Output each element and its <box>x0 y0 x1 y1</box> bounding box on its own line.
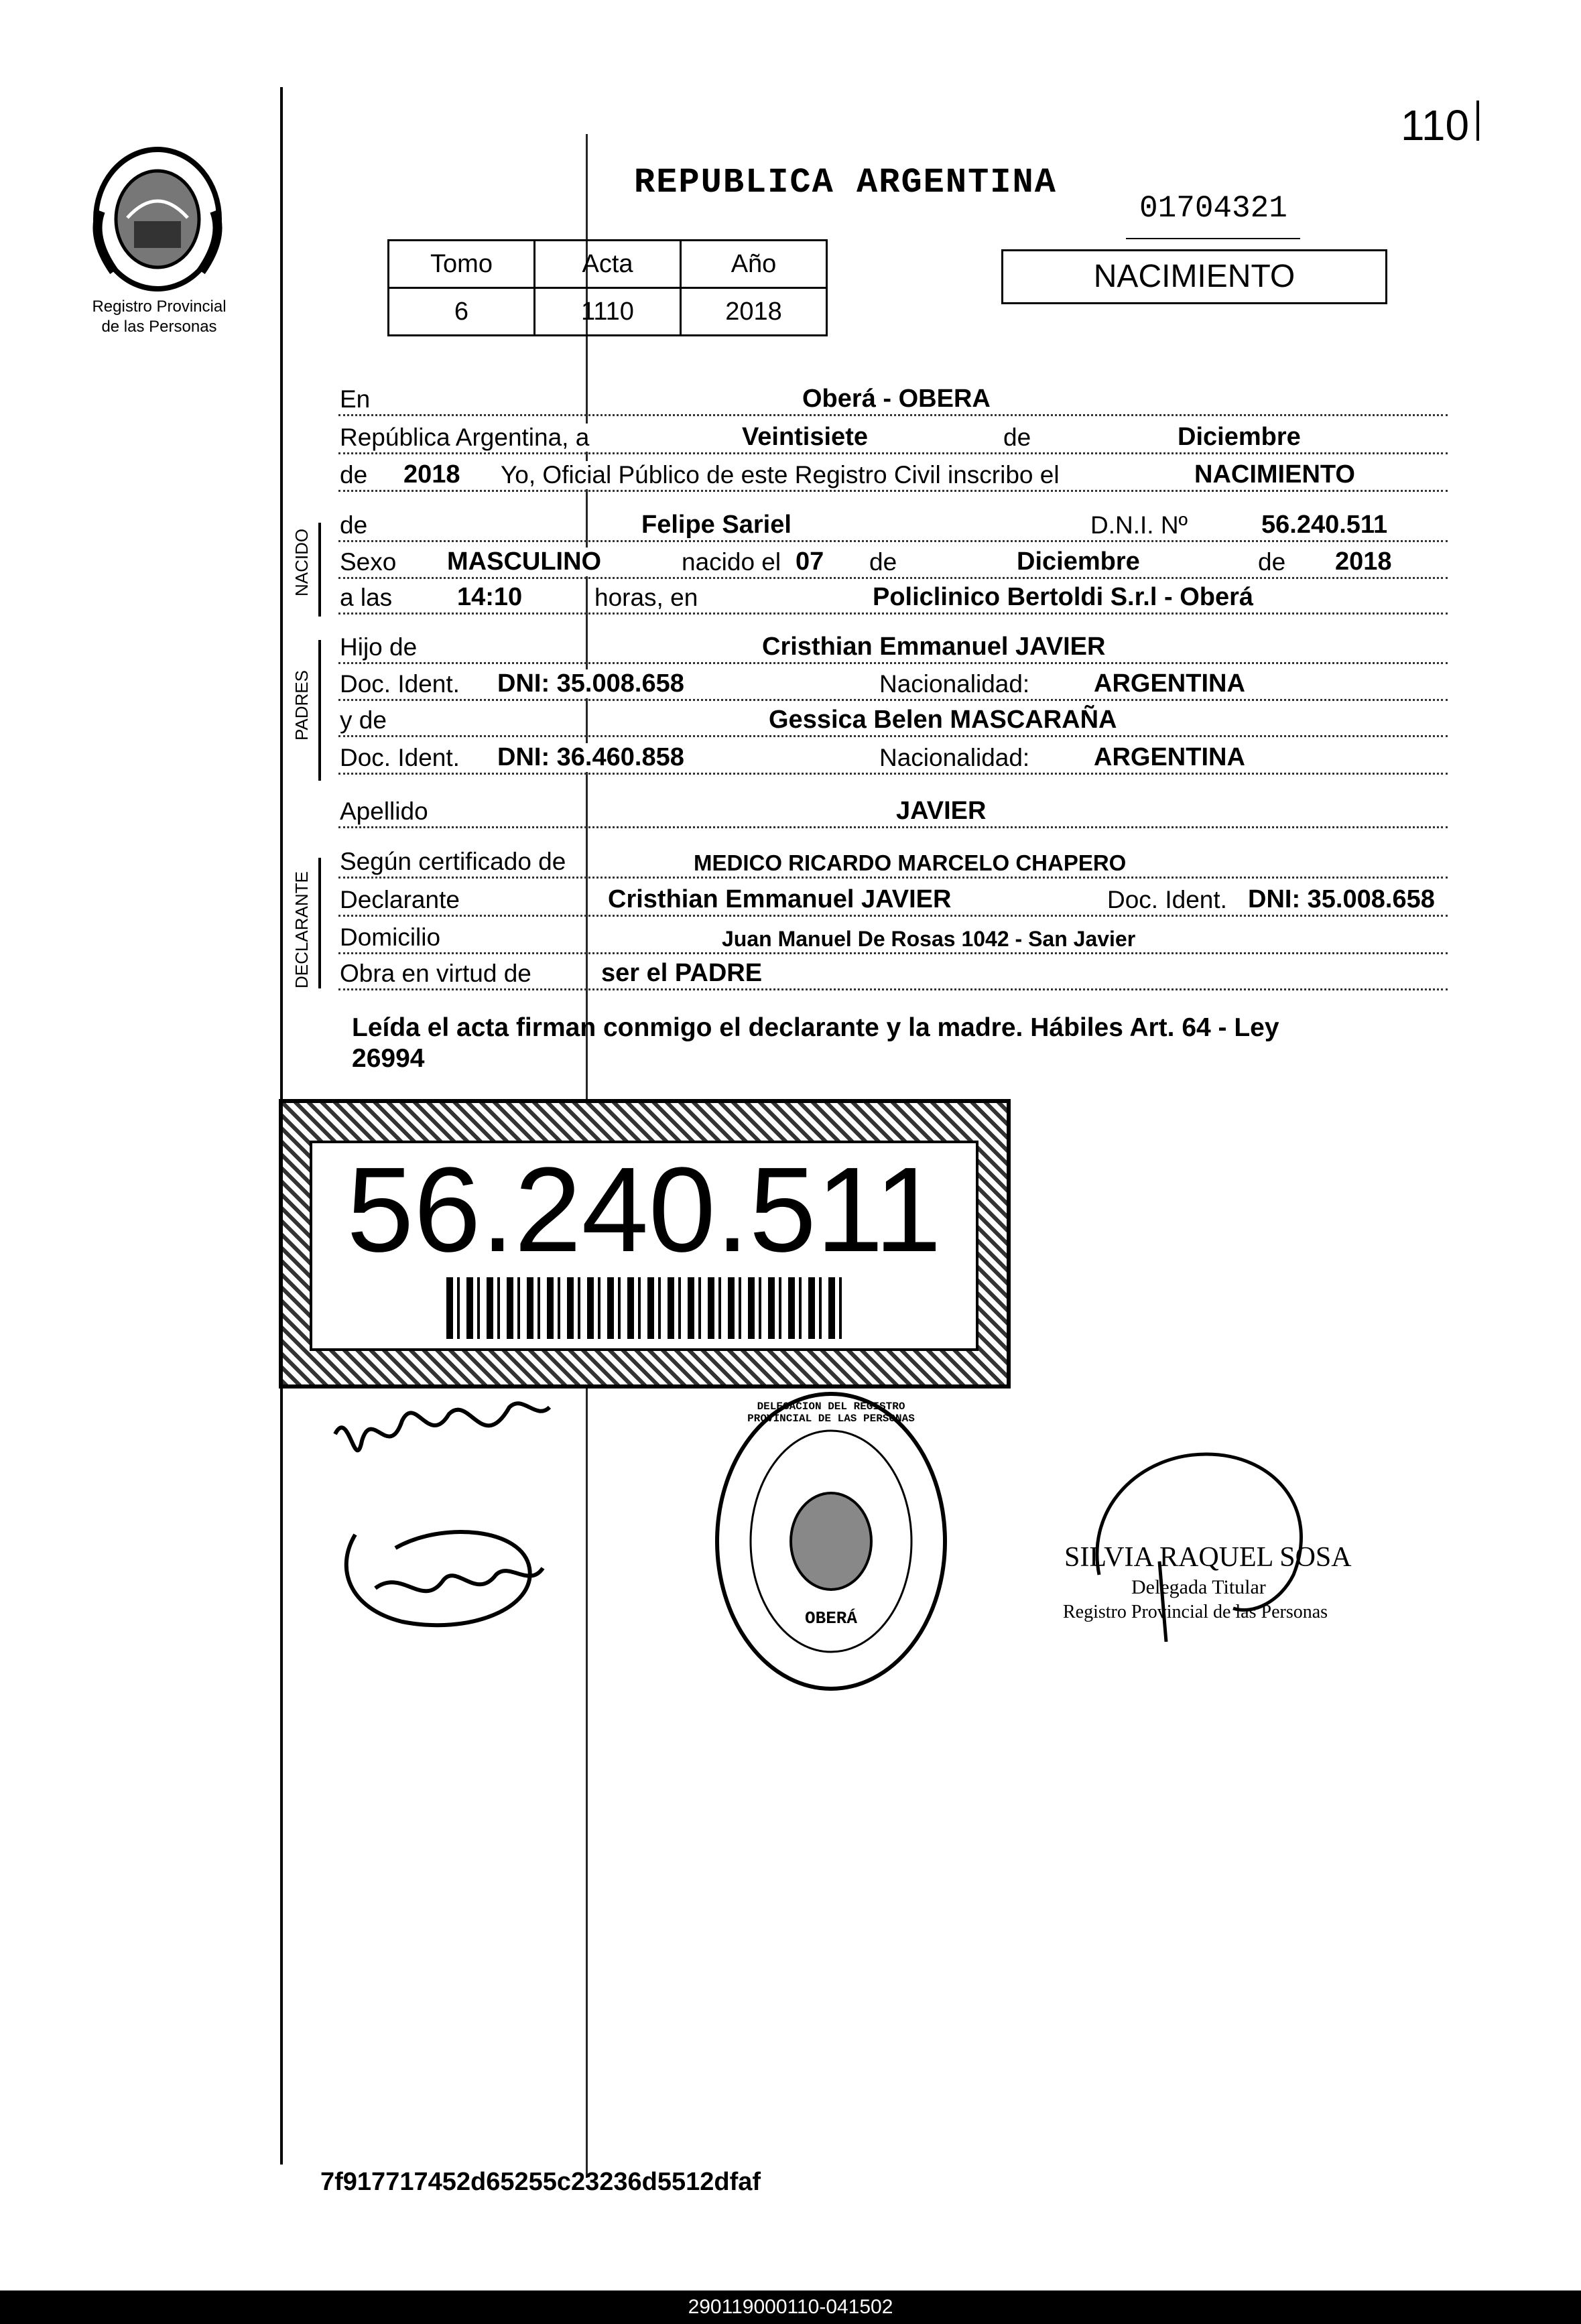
record-place-row <box>338 385 1448 420</box>
father-nat-label: Nacionalidad: <box>879 670 1030 698</box>
barcode-number: 56.240.511 <box>346 1143 942 1277</box>
ano-header: Año <box>681 241 827 288</box>
act-value: NACIMIENTO <box>1194 460 1355 489</box>
page-number: 110 <box>1401 101 1470 149</box>
a-las-label: a las <box>340 584 393 611</box>
record-year-row <box>338 461 1448 496</box>
declarante-section-label: DECLARANTE <box>292 871 312 988</box>
stamp-city: OBERÁ <box>804 1608 857 1628</box>
father-doc-label: Doc. Ident. <box>340 670 460 698</box>
nacido-section-label: NACIDO <box>292 528 312 596</box>
declarante-doc-label: Doc. Ident. <box>1107 886 1227 913</box>
mother-nat-label: Nacionalidad: <box>879 744 1030 771</box>
y-de-label: y de <box>340 706 387 734</box>
padres-section-label: PADRES <box>292 670 312 740</box>
father-nationality: ARGENTINA <box>1094 669 1245 698</box>
de-year-label: de <box>340 461 368 489</box>
serial-number: 01704321 <box>1139 191 1287 226</box>
mother-doc-label: Doc. Ident. <box>340 744 460 771</box>
nacido-sex-row <box>338 548 1448 583</box>
declarante-doc: DNI: 35.008.658 <box>1248 885 1435 913</box>
mother-nationality: ARGENTINA <box>1094 743 1245 771</box>
closing-line-2: 26994 <box>352 1044 425 1073</box>
de-label: de <box>1003 424 1031 451</box>
cert-label: Según certificado de <box>340 848 566 875</box>
de-label-3: de <box>1258 548 1286 576</box>
closing-line-1: Leída el acta firman conmigo el declarante y la madre. Hábiles Art. 64 - Ley <box>352 1013 1279 1042</box>
birth-month: Diciembre <box>1017 547 1140 576</box>
virtud-value: ser el PADRE <box>601 959 763 987</box>
apellido-row <box>338 797 1448 832</box>
ano-value: 2018 <box>681 288 827 336</box>
footer-code: 290119000110-041502 <box>688 2296 893 2318</box>
de-label-2: de <box>869 548 897 576</box>
father-name: Cristhian Emmanuel JAVIER <box>762 633 1106 661</box>
horas-label: horas, en <box>594 584 698 611</box>
en-label: En <box>340 385 371 413</box>
sexo-value: MASCULINO <box>447 547 602 576</box>
country-title: REPUBLICA ARGENTINA <box>634 163 1057 202</box>
dni-label: D.N.I. Nº <box>1090 511 1188 539</box>
serial-underline <box>1126 238 1300 239</box>
cert-value: MEDICO RICARDO MARCELO CHAPERO <box>694 850 1127 875</box>
day-value: Veintisiete <box>742 423 868 451</box>
country-label: República Argentina, a <box>340 424 590 451</box>
registry-caption-line-2: de las Personas <box>101 318 217 336</box>
official-org: Registro Provincial de las Personas <box>1063 1602 1328 1622</box>
official-name: SILVIA RAQUEL SOSA <box>1064 1542 1352 1573</box>
domicilio-label: Domicilio <box>340 923 441 951</box>
domicilio-value: Juan Manuel De Rosas 1042 - San Javier <box>722 927 1136 951</box>
birth-place: Policlinico Bertoldi S.r.l - Oberá <box>873 583 1254 611</box>
mother-name: Gessica Belen MASCARAÑA <box>769 706 1117 734</box>
year-value: 2018 <box>403 460 460 489</box>
act-type-box: NACIMIENTO <box>1001 249 1387 304</box>
declarant-signature <box>308 1367 590 1649</box>
tomo-value: 6 <box>389 288 535 336</box>
dni-barcode-card <box>279 1099 1011 1389</box>
right-margin-line <box>1476 101 1479 141</box>
virtud-label: Obra en virtud de <box>340 960 531 987</box>
father-doc: DNI: 35.008.658 <box>497 669 684 698</box>
official-text: Yo, Oficial Público de este Registro Civil inscribo el <box>501 461 1060 489</box>
domicilio-row <box>338 923 1448 958</box>
barcode-inner-panel <box>310 1141 978 1351</box>
nacido-bracket <box>318 523 321 617</box>
cert-row <box>338 848 1448 883</box>
nacido-de-label: de <box>340 511 368 539</box>
apellido-label: Apellido <box>340 797 428 825</box>
province-seal-logo <box>87 144 228 295</box>
child-dni: 56.240.511 <box>1261 511 1388 539</box>
barcode-bars <box>446 1277 842 1339</box>
stamp-ring-text: DELEGACION DEL REGISTRO PROVINCIAL DE LAS PERSONAS <box>747 1401 915 1425</box>
place-value: Oberá - OBERA <box>802 385 991 413</box>
document-hash: 7f917717452d65255c23236d5512dfaf <box>320 2168 761 2196</box>
declarante-label: Declarante <box>340 886 460 913</box>
father-row <box>338 633 1448 668</box>
birth-year: 2018 <box>1335 547 1392 576</box>
mother-doc-row <box>338 744 1448 779</box>
acta-value: 1110 <box>535 288 681 336</box>
nacido-name-row <box>338 511 1448 546</box>
birth-day: 07 <box>796 547 824 576</box>
declarante-name: Cristhian Emmanuel JAVIER <box>608 885 952 913</box>
official-stamp <box>710 1387 952 1695</box>
apellido-value: JAVIER <box>896 797 987 825</box>
nacido-time-row <box>338 584 1448 619</box>
acta-header: Acta <box>535 241 681 288</box>
padres-bracket <box>318 640 321 781</box>
nacido-el-label: nacido el <box>682 548 781 576</box>
tomo-header: Tomo <box>389 241 535 288</box>
father-doc-row <box>338 670 1448 705</box>
book-table <box>387 239 828 336</box>
declarante-bracket <box>318 858 321 988</box>
hijo-de-label: Hijo de <box>340 633 418 661</box>
footer-bar <box>0 2290 1581 2324</box>
record-date-row <box>338 424 1448 458</box>
virtud-row <box>338 960 1448 994</box>
birth-time: 14:10 <box>457 583 523 611</box>
official-title: Delegada Titular <box>1131 1576 1266 1598</box>
month-value: Diciembre <box>1178 423 1301 451</box>
sexo-label: Sexo <box>340 548 397 576</box>
mother-row <box>338 706 1448 741</box>
registry-caption-line-1: Registro Provincial <box>92 298 227 316</box>
mother-doc: DNI: 36.460.858 <box>497 743 684 771</box>
child-name: Felipe Sariel <box>641 511 792 539</box>
declarante-row <box>338 886 1448 921</box>
